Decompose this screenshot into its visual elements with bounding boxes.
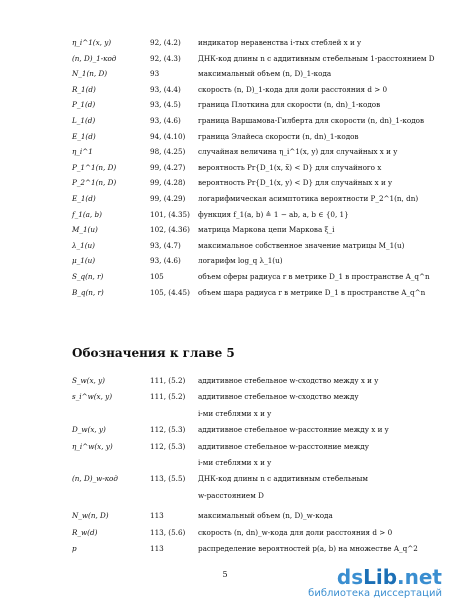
notation-row — [0, 254, 450, 267]
notation-description: вероятность Pr{D_1(x, x̃) < D} для случайного x — [198, 162, 382, 172]
notation-reference: 113 — [150, 544, 164, 553]
notation-row — [0, 509, 450, 522]
watermark-logo — [308, 566, 442, 588]
notation-row — [0, 472, 450, 485]
notation-row — [0, 270, 450, 283]
notation-row — [0, 161, 450, 174]
notation-description: аддитивное стебельное w-сходство между x и y — [198, 376, 379, 385]
notation-symbol: E_1(d) — [72, 194, 96, 203]
notation-symbol: E_1(d) — [72, 131, 96, 141]
notation-reference: 112, (5.3) — [150, 441, 186, 451]
notation-symbol: R_1(d) — [72, 84, 96, 94]
notation-row — [0, 239, 450, 252]
notation-row — [0, 98, 450, 111]
watermark-net: .net — [397, 565, 442, 589]
notation-symbol: M_1(u) — [72, 225, 98, 235]
notation-reference: 93, (4.6) — [150, 116, 181, 125]
notation-reference: 99, (4.28) — [150, 178, 186, 188]
notation-symbol: f_1(a, b) — [72, 209, 102, 219]
notation-description: w-расстоянием D — [198, 490, 264, 500]
chapter5-heading: Обозначения к главе 5 — [72, 346, 235, 360]
notation-description: аддитивное стебельное w-расстояние между x и y — [198, 425, 389, 435]
notation-description: аддитивное стебельное w-сходство между — [198, 392, 359, 402]
notation-description: скорость (n, D)_1-кода для доли расстояния d > 0 — [198, 84, 388, 94]
notation-symbol: η_i^w(x, y) — [72, 441, 113, 451]
notation-row — [0, 542, 450, 555]
notation-symbol: η_i^1 — [72, 147, 93, 157]
notation-symbol: D_w(x, y) — [72, 425, 106, 435]
notation-description: максимальный объем (n, D)_w-кода — [198, 511, 333, 521]
notation-symbol: S_w(x, y) — [72, 376, 105, 385]
notation-symbol: (n, D)_w-код — [72, 474, 118, 484]
notation-row — [0, 456, 450, 469]
watermark-lib: Lib — [363, 565, 398, 589]
notation-description: логарифмическая асимптотика вероятности P_2^1(n, dn) — [198, 194, 419, 203]
notation-reference: 93, (4.5) — [150, 100, 181, 110]
notation-description: вероятность Pr{D_1(x, y) < D} для случайных x и y — [198, 178, 393, 188]
notation-reference: 113 — [150, 511, 164, 521]
notation-row — [0, 390, 450, 403]
notation-symbol: s_i^w(x, y) — [72, 392, 113, 402]
notation-description: логарифм log_q λ_1(u) — [198, 256, 283, 266]
watermark-subtitle: библиотека диссертаций — [308, 588, 442, 599]
notation-symbol: (n, D)_1-код — [72, 53, 117, 63]
notation-description: аддитивное стебельное w-расстояние между — [198, 441, 369, 451]
notation-row — [0, 489, 450, 502]
notation-description: индикатор неравенства i-тых стеблей x и y — [198, 38, 362, 47]
notation-description: функция f_1(a, b) ≜ 1 − ab, a, b ∈ {0, 1} — [198, 209, 349, 219]
notation-description: максимальный объем (n, D)_1-кода — [198, 69, 332, 79]
notation-reference: 101, (4.35) — [150, 209, 190, 219]
notation-reference: 94, (4.10) — [150, 131, 186, 141]
notation-symbol: P_1^1(n, D) — [72, 162, 117, 172]
notation-row — [0, 286, 450, 299]
notation-description: случайная величина η_i^1(x, y) для случайных x и y — [198, 147, 398, 157]
notation-description: граница Варшамова-Гилберта для скорости (n, dn)_1-кодов — [198, 116, 424, 125]
notation-reference: 98, (4.25) — [150, 147, 186, 157]
notation-description: распределение вероятностей p(a, b) на множестве A_q^2 — [198, 544, 418, 553]
notation-symbol: L_1(d) — [72, 116, 96, 125]
notation-description: i-ми стеблями x и y — [198, 458, 272, 467]
notation-row — [0, 208, 450, 221]
notation-row — [0, 83, 450, 96]
notation-description: граница Элайеса скорости (n, dn)_1-кодов — [198, 131, 359, 141]
notation-symbol: μ_1(u) — [72, 256, 96, 266]
notation-row — [0, 67, 450, 80]
notation-reference: 112, (5.3) — [150, 425, 186, 435]
notation-description: скорость (n, dn)_w-кода для доли расстояния d > 0 — [198, 527, 393, 537]
notation-description: объем сферы радиуса r в метрике D_1 в пространстве A_q^n — [198, 272, 430, 281]
notation-row — [0, 440, 450, 453]
notation-row — [0, 407, 450, 420]
notation-row — [0, 192, 450, 205]
notation-reference: 111, (5.2) — [150, 392, 186, 402]
notation-reference: 102, (4.36) — [150, 225, 190, 235]
notation-symbol: N_1(n, D) — [72, 69, 108, 79]
notation-symbol: S_q(n, r) — [72, 272, 104, 281]
notation-symbol: N_w(n, D) — [72, 511, 109, 521]
dslib-watermark[interactable] — [308, 566, 442, 600]
notation-row — [0, 423, 450, 436]
notation-row — [0, 114, 450, 127]
notation-reference: 105, (4.45) — [150, 287, 190, 297]
notation-reference: 113, (5.6) — [150, 527, 186, 537]
notation-reference: 93, (4.6) — [150, 256, 181, 266]
notation-row — [0, 145, 450, 158]
notation-row — [0, 223, 450, 236]
notation-description: максимальное собственное значение матрицы M_1(u) — [198, 240, 405, 250]
watermark-ds: ds — [336, 565, 364, 589]
notation-symbol: B_q(n, r) — [72, 287, 104, 297]
notation-reference: 99, (4.29) — [150, 194, 186, 203]
notation-symbol: R_w(d) — [72, 527, 98, 537]
notation-symbol: p — [72, 544, 77, 553]
notation-row — [0, 130, 450, 143]
notation-description: i-ми стеблями x и y — [198, 408, 272, 418]
notation-symbol: P_2^1(n, D) — [72, 178, 117, 188]
notation-description: ДНК-код длины n с аддитивным стебельным — [198, 474, 368, 484]
notation-reference: 93, (4.7) — [150, 240, 181, 250]
page-number: 5 — [222, 570, 228, 579]
notation-symbol: λ_1(u) — [72, 240, 95, 250]
notation-description: ДНК-код длины n с аддитивным стебельным 1-расстоянием D — [198, 53, 435, 63]
notation-reference: 93, (4.4) — [150, 84, 181, 94]
notation-reference: 105 — [150, 272, 164, 281]
notation-row — [0, 374, 450, 387]
notation-reference: 113, (5.5) — [150, 474, 186, 484]
notation-reference: 111, (5.2) — [150, 376, 186, 385]
notation-reference: 92, (4.2) — [150, 38, 181, 47]
notation-symbol: η_i^1(x, y) — [72, 38, 112, 47]
notation-reference: 92, (4.3) — [150, 53, 181, 63]
notation-description: матрица Маркова цепи Маркова ξ_i — [198, 225, 335, 235]
notation-reference: 93 — [150, 69, 160, 79]
notation-reference: 99, (4.27) — [150, 162, 186, 172]
notation-description: объем шара радиуса r в метрике D_1 в пространстве A_q^n — [198, 287, 426, 297]
notation-symbol: P_1(d) — [72, 100, 96, 110]
notation-row — [0, 176, 450, 189]
notation-row — [0, 52, 450, 65]
notation-row — [0, 36, 450, 49]
notation-description: граница Плоткина для скорости (n, dn)_1-кодов — [198, 100, 381, 110]
notation-row — [0, 526, 450, 539]
